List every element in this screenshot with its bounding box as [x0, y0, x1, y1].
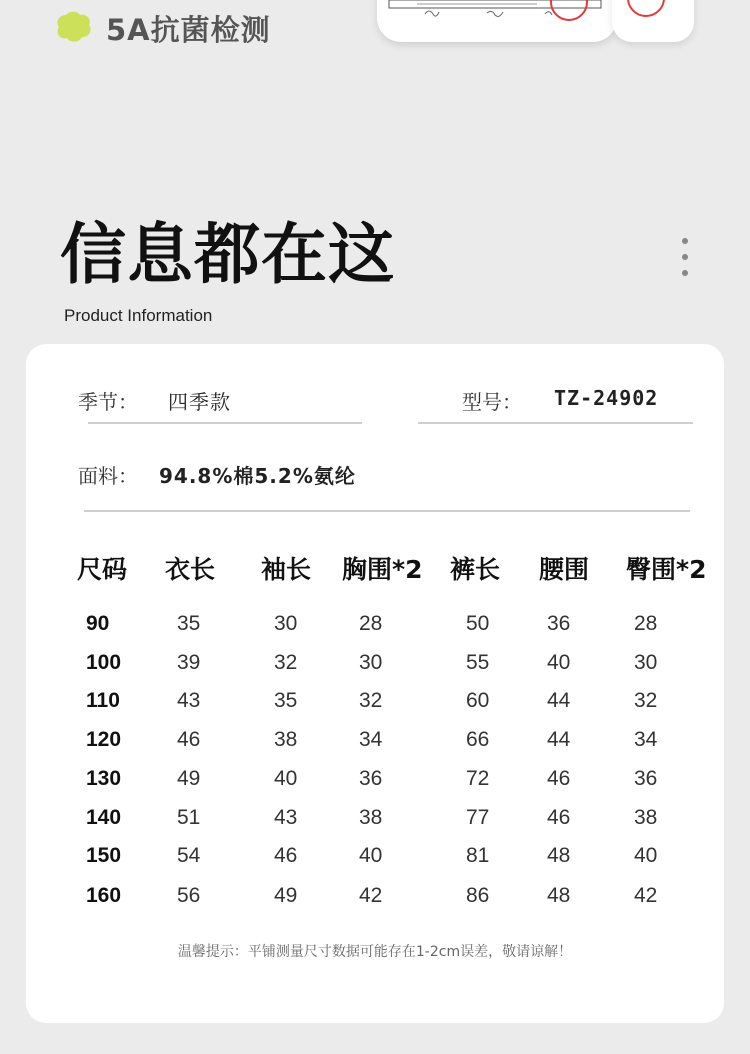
measurement-cell: 49 — [274, 884, 298, 907]
size-cell: 120 — [86, 728, 122, 751]
product-info-card — [26, 344, 724, 1023]
model-label: 型号： — [462, 390, 522, 414]
measurement-cell: 32 — [359, 689, 383, 712]
divider — [88, 422, 362, 424]
size-cell: 160 — [86, 884, 122, 907]
more-options-icon[interactable] — [678, 238, 692, 280]
model-value: TZ-24902 — [554, 386, 659, 410]
column-header: 衣长 — [165, 555, 216, 584]
measurement-cell: 30 — [274, 612, 298, 635]
size-cell: 140 — [86, 806, 122, 829]
measurement-cell: 40 — [274, 767, 298, 790]
measurement-cell: 40 — [359, 844, 383, 867]
page-subtitle: Product Information — [64, 306, 213, 325]
certificate-image — [612, 0, 694, 42]
measurement-note: 温馨提示：平铺测量尺寸数据可能存在1-2cm误差，敬请谅解！ — [177, 944, 573, 960]
certificate-thumbnail[interactable] — [377, 0, 617, 42]
measurement-cell: 77 — [466, 806, 490, 829]
measurement-cell: 38 — [359, 806, 383, 829]
column-header: 腰围 — [539, 555, 590, 584]
blob-bullet-icon — [56, 11, 92, 43]
measurement-cell: 60 — [466, 689, 490, 712]
measurement-cell: 54 — [177, 844, 201, 867]
column-header: 尺码 — [77, 555, 128, 584]
measurement-cell: 50 — [466, 612, 490, 635]
measurement-cell: 81 — [466, 844, 490, 867]
measurement-cell: 51 — [177, 806, 201, 829]
size-cell: 90 — [86, 612, 110, 635]
measurement-cell: 42 — [634, 884, 658, 907]
measurement-cell: 66 — [466, 728, 490, 751]
measurement-cell: 43 — [177, 689, 201, 712]
measurement-cell: 35 — [177, 612, 201, 635]
size-cell: 130 — [86, 767, 122, 790]
measurement-cell: 32 — [274, 651, 298, 674]
measurement-cell: 34 — [634, 728, 658, 751]
measurement-cell: 56 — [177, 884, 201, 907]
measurement-cell: 46 — [547, 767, 571, 790]
measurement-cell: 34 — [359, 728, 383, 751]
fabric-value: 94.8%棉5.2%氨纶 — [159, 464, 356, 488]
measurement-cell: 46 — [177, 728, 201, 751]
measurement-cell: 86 — [466, 884, 490, 907]
divider — [84, 510, 690, 512]
measurement-cell: 35 — [274, 689, 298, 712]
certificate-thumbnail-secondary[interactable] — [612, 0, 694, 42]
column-header: 臀围*2 — [626, 555, 707, 584]
certificate-image — [377, 0, 617, 42]
section-title: 5A抗菌检测 — [106, 13, 271, 47]
measurement-cell: 28 — [359, 612, 383, 635]
measurement-cell: 55 — [466, 651, 490, 674]
measurement-cell: 38 — [634, 806, 658, 829]
measurement-cell: 40 — [547, 651, 571, 674]
column-header: 裤长 — [450, 555, 501, 584]
measurement-cell: 43 — [274, 806, 298, 829]
size-cell: 150 — [86, 844, 122, 867]
column-header: 袖长 — [261, 555, 312, 584]
measurement-cell: 39 — [177, 651, 201, 674]
season-label: 季节： — [78, 390, 138, 414]
measurement-cell: 48 — [547, 884, 571, 907]
fabric-label: 面料： — [78, 464, 138, 488]
column-header: 胸围*2 — [342, 555, 423, 584]
measurement-cell: 36 — [634, 767, 658, 790]
size-cell: 110 — [86, 689, 120, 712]
measurement-cell: 72 — [466, 767, 490, 790]
measurement-cell: 44 — [547, 689, 571, 712]
measurement-cell: 30 — [359, 651, 383, 674]
measurement-cell: 36 — [547, 612, 571, 635]
measurement-cell: 42 — [359, 884, 383, 907]
measurement-cell: 46 — [274, 844, 298, 867]
measurement-cell: 44 — [547, 728, 571, 751]
measurement-cell: 38 — [274, 728, 298, 751]
measurement-cell: 46 — [547, 806, 571, 829]
measurement-cell: 49 — [177, 767, 201, 790]
measurement-cell: 30 — [634, 651, 658, 674]
page-title: 信息都在这 — [60, 216, 395, 293]
season-value: 四季款 — [168, 390, 231, 414]
measurement-cell: 28 — [634, 612, 658, 635]
measurement-cell: 48 — [547, 844, 571, 867]
size-cell: 100 — [86, 651, 122, 674]
measurement-cell: 40 — [634, 844, 658, 867]
measurement-cell: 32 — [634, 689, 658, 712]
measurement-cell: 36 — [359, 767, 383, 790]
divider — [418, 422, 693, 424]
